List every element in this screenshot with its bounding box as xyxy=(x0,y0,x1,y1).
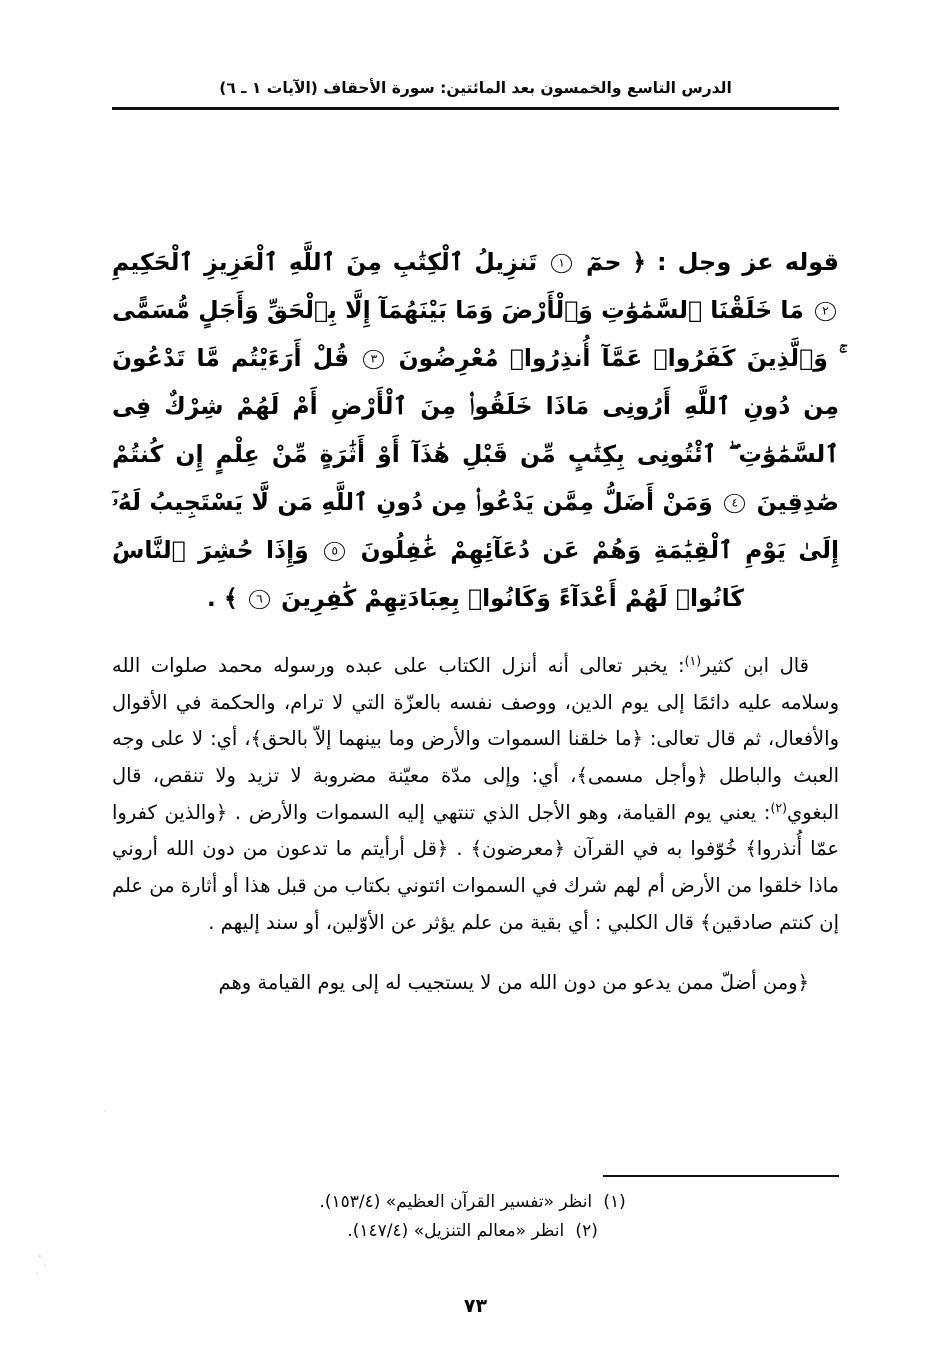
ayah-number-1: ١ xyxy=(551,254,572,273)
commentary-paragraph-1 xyxy=(112,648,839,941)
commentary-body xyxy=(112,648,839,1002)
footnote-ref-1[interactable]: (١) xyxy=(684,653,702,668)
commentary-text-2: : يعني يوم القيامة، وهو الأجل الذي تنتهي إليه السموات والأرض . ﴿والذين كفروا عمّا أُنذروا﴾ خُوّفوا به في القرآن ﴿معرضون﴾ . ﴿قل أرأيتم ما تدعون من دون الله أروني ماذا خلقوا من الأرض أم لهم شرك في السموات ائتوني بكتاب من قبل هذا أو أثارة من علم إن كنتم صادقين﴾ قال الكلبي : أي بقية من علم يؤثر عن الأوّلين، أو سند إليهم . xyxy=(112,800,839,934)
scan-speckle xyxy=(36,1272,38,1274)
quran-verse-text-4: قُلْ أَرَءَيْتُم مَّا تَدْعُونَ مِن دُونِ ٱللَّهِ أَرُونِى مَاذَا خَلَقُوا۟ مِنَ ٱلْأَرْضِ أَمْ لَهُمْ شِرْكٌ فِى ٱلسَّمَٰوَٰتِ ۖ ٱئْتُونِى بِكِتَٰبٍ مِّن قَبْلِ هَٰذَآ أَوْ أَثَٰرَةٍ مِّنْ عِلْمٍ إِن كُنتُمْ صَٰدِقِينَ xyxy=(112,343,840,516)
footnote-item xyxy=(112,1217,839,1247)
commentary-paragraph-2: ﴿ومن أضلّ ممن يدعو من دون الله من لا يستجيب له إلى يوم القيامة وهم xyxy=(218,971,809,995)
running-header xyxy=(112,78,839,110)
page-number: ٧٣ xyxy=(463,1295,488,1317)
footnote-marker-1: (١) xyxy=(603,1191,626,1212)
commentary-text-1: : يخبر تعالى أنه أنزل الكتاب على عبده ورسوله محمد صلوات الله وسلامه عليه دائمًا إلى يوم الدين، ووصف نفسه بالعزّة التي لا ترام، والحكمة في الأقوال والأفعال، ثم قال تعالى: ﴿ما خلقنا السموات والأرض وما بينهما إلاّ بالحق﴾، أي: لا على وجه العبث والباطل ﴿وأجل مسمى﴾، أي: وإلى مدّة معيّنة مضروبة لا تزيد ولا تنقص، قال البغوي xyxy=(112,654,839,824)
footnote-item xyxy=(112,1188,839,1218)
scan-speckle xyxy=(104,1110,106,1112)
footnote-ref-2[interactable]: (٢) xyxy=(770,799,787,815)
quran-verse-text-5: وَمَنْ أَضَلُّ مِمَّن يَدْعُوا۟ مِن دُونِ ٱللَّهِ مَن لَّا يَسْتَجِيبُ لَهُۥٓ إِلَىٰ يَوْمِ ٱلْقِيَٰمَةِ وَهُمْ عَن دُعَآئِهِمْ غَٰفِلُونَ xyxy=(112,487,840,564)
quran-verse-text-6: وَإِذَا حُشِرَ ٱلنَّاسُ كَانُوا۟ لَهُمْ أَعْدَآءً وَكَانُوا۟ بِعِبَادَتِهِمْ كَٰفِرِينَ xyxy=(112,535,745,612)
quran-close-bracket: ﴾ xyxy=(224,583,238,612)
quran-open-bracket: ﴿ xyxy=(632,248,647,276)
quran-verse-text-2: تَنزِيلُ ٱلْكِتَٰبِ مِنَ ٱللَّهِ ٱلْعَزِيزِ ٱلْحَكِيمِ xyxy=(112,248,538,276)
header-title: الدرس التاسع والخمسون بعد المائتين: سورة الأحقاف (الآيات ١ ـ ٦) xyxy=(219,79,732,97)
ayah-number-3: ٣ xyxy=(363,350,384,369)
quran-verse-text-3: مَا خَلَقْنَا ٱلسَّمَٰوَٰتِ وَٱلْأَرْضَ وَمَا بَيْنَهُمَآ إِلَّا بِٱلْحَقِّ وَأَجَلٍ مُّسَمًّى ۚ وَٱلَّذِينَ كَفَرُوا۟ عَمَّآ أُنذِرُوا۟ مُعْرِضُونَ xyxy=(112,295,840,372)
ayah-number-5: ٥ xyxy=(324,541,345,560)
header-divider xyxy=(112,107,839,110)
footnote-text-1: انظر «تفسير القرآن العظيم» (١٥٣/٤). xyxy=(319,1191,593,1212)
footnote-marker-2: (٢) xyxy=(575,1221,598,1242)
quran-intro: قوله عز وجل : xyxy=(656,248,840,276)
quran-passage xyxy=(112,238,839,623)
ayah-number-2: ٢ xyxy=(815,302,836,321)
footnote-divider xyxy=(603,1175,839,1177)
ayah-number-6: ٦ xyxy=(249,589,270,608)
ayah-number-4: ٤ xyxy=(724,494,745,513)
quran-terminator: . xyxy=(206,583,216,612)
footnote-text-2: انظر «معالم التنزيل» (١٤٧/٤). xyxy=(347,1221,565,1242)
footnotes xyxy=(112,1175,839,1247)
commentary-attribution: قال ابن كثير xyxy=(701,654,810,677)
scan-speckle xyxy=(38,1255,41,1258)
scan-speckle xyxy=(44,1264,46,1266)
quran-verse-text-1: حمٓ xyxy=(586,248,622,276)
